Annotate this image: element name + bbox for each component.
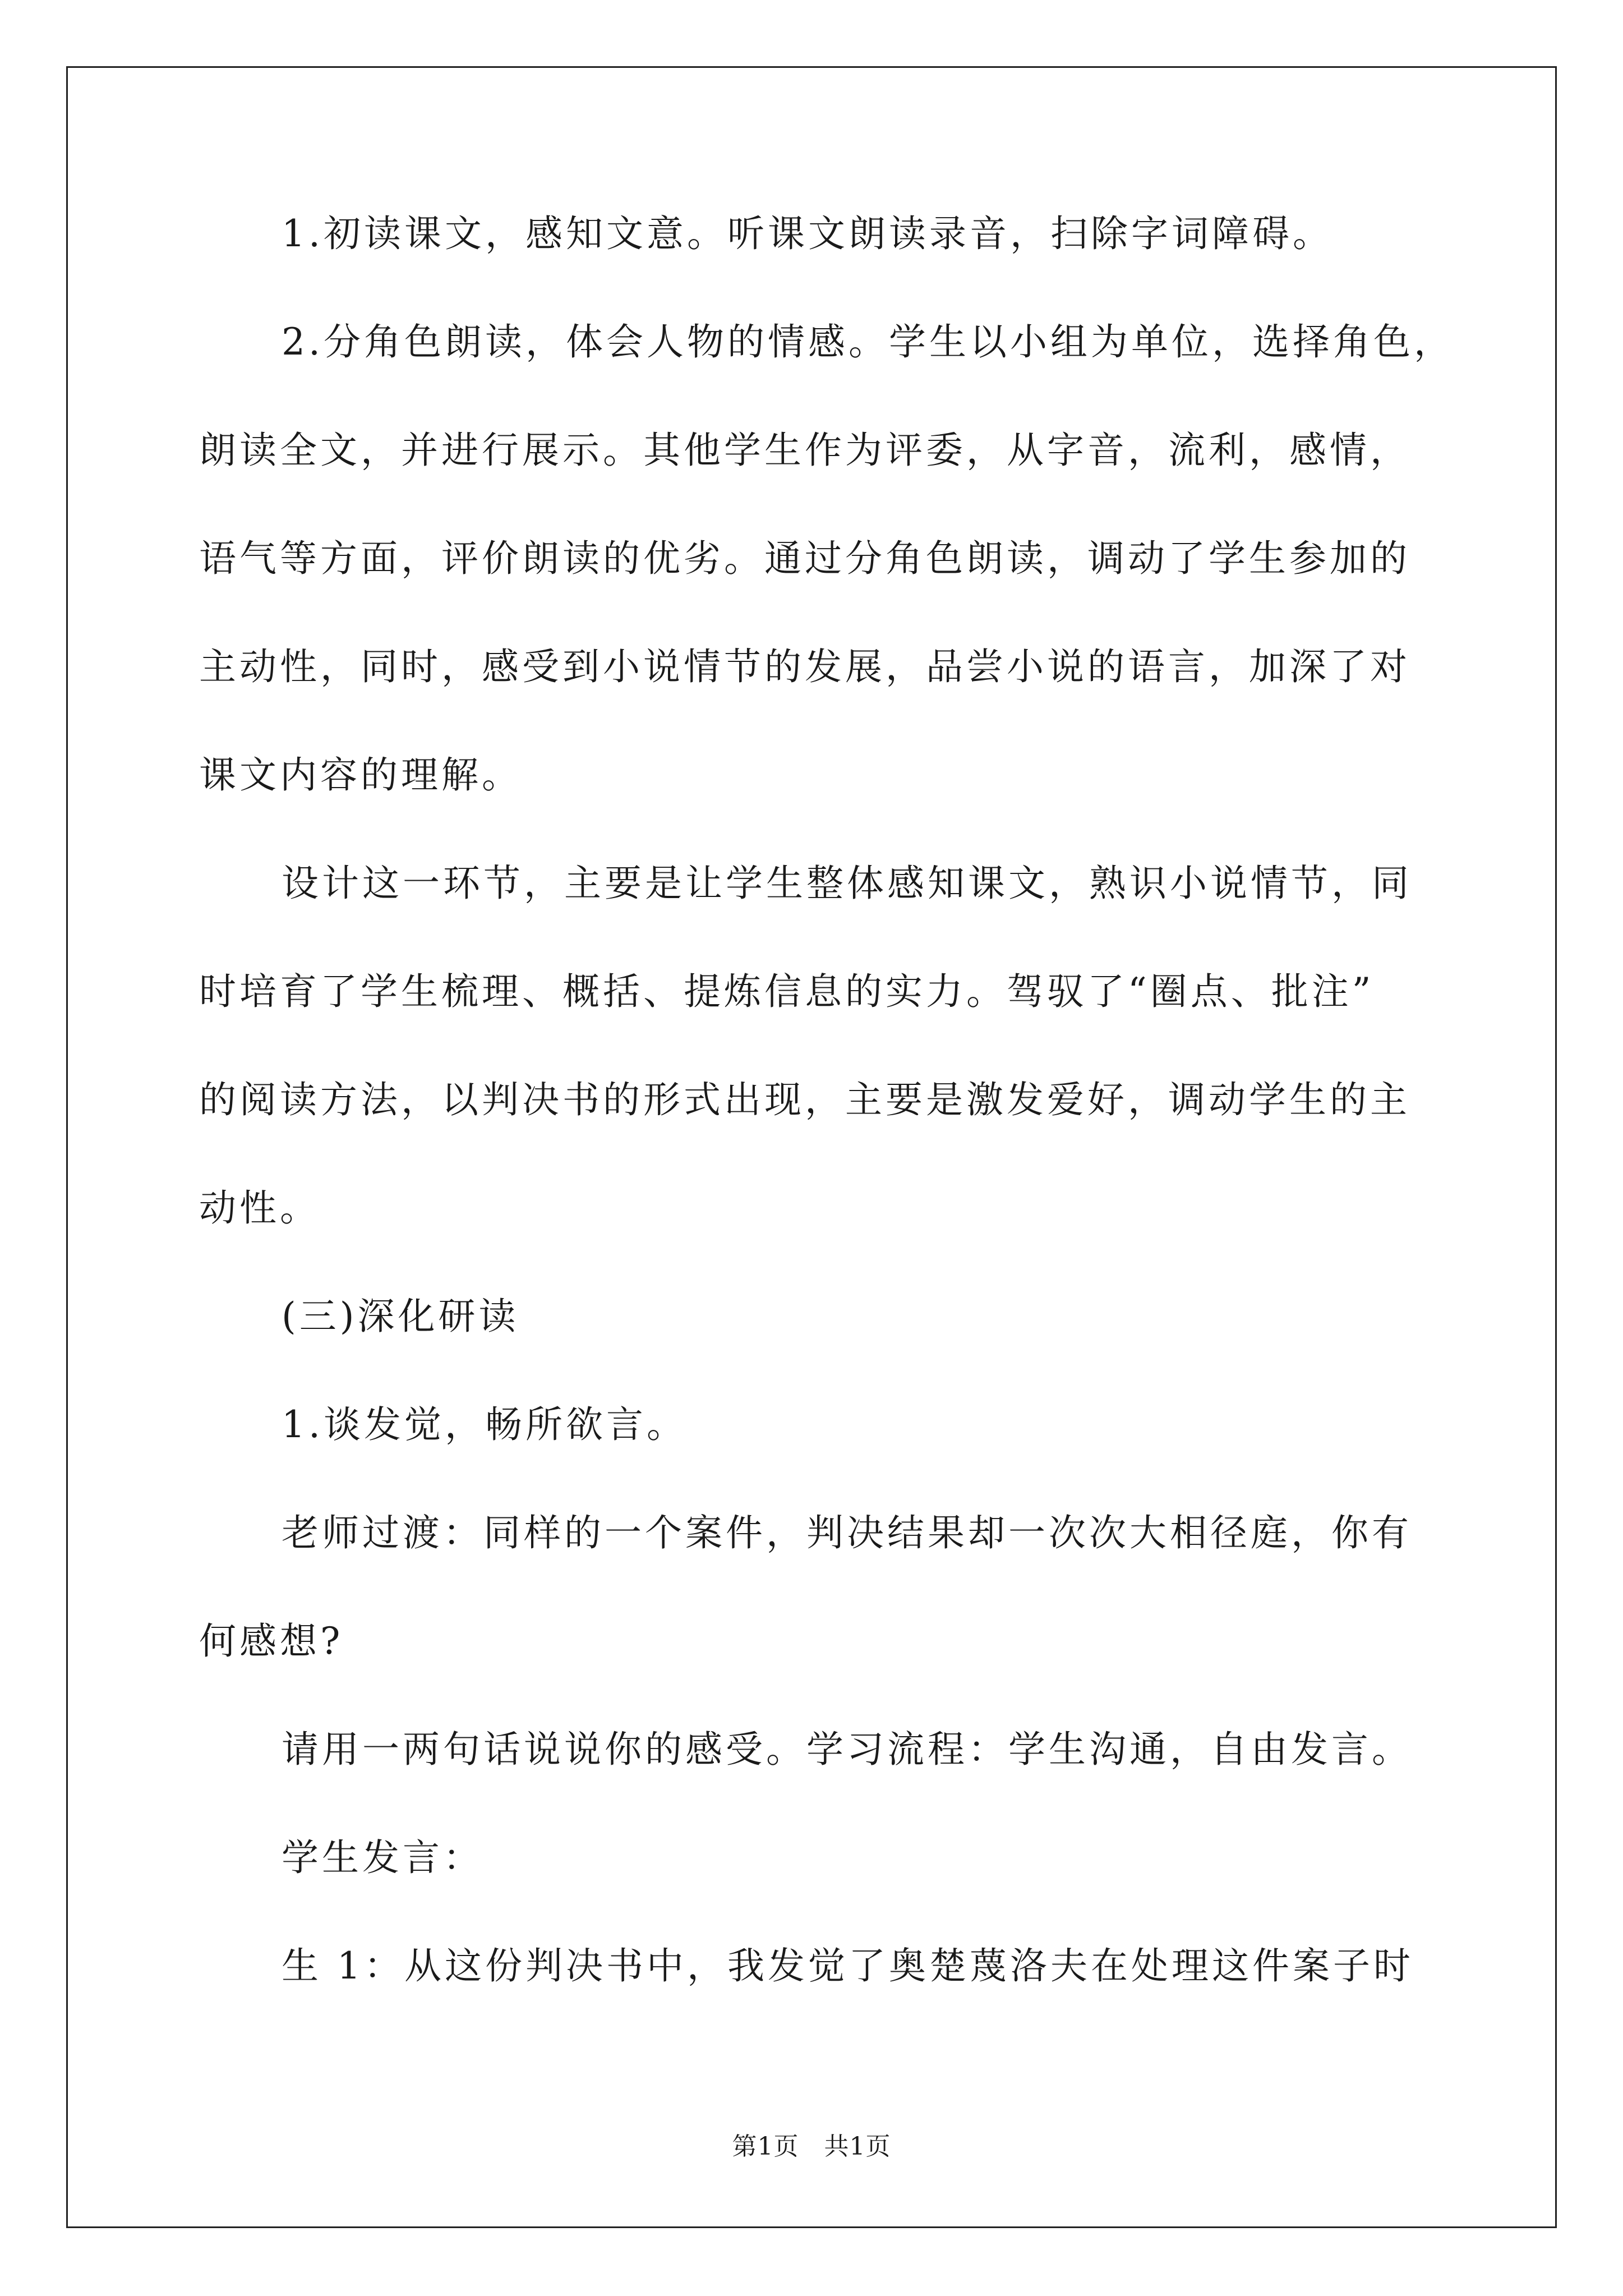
paragraph-line: 课文内容的理解。	[199, 753, 522, 797]
document-body	[199, 212, 1454, 2055]
paragraph-line: 2.分角色朗读，体会人物的情感。学生以小组为单位，选择角色，	[282, 320, 1454, 364]
paragraph-line: 语气等方面，评价朗读的优劣。通过分角色朗读，调动了学生参加的	[199, 537, 1410, 580]
paragraph-line: 设计这一环节，主要是让学生整体感知课文，熟识小说情节，同	[282, 862, 1412, 905]
paragraph-line: 1.谈发觉，畅所欲言。	[282, 1403, 687, 1446]
paragraph-line: 学生发言：	[282, 1836, 483, 1879]
paragraph-line: 主动性，同时，感受到小说情节的发展，品尝小说的语言，加深了对	[199, 645, 1410, 688]
paragraph-line: 老师过渡：同样的一个案件，判决结果却一次次大相径庭，你有	[282, 1511, 1412, 1554]
paragraph-line: 时培育了学生梳理、概括、提炼信息的实力。驾驭了“圈点、批注”	[199, 970, 1375, 1013]
paragraph-line: 生 1：从这份判决书中，我发觉了奥楚蔑洛夫在处理这件案子时	[282, 1944, 1414, 1987]
paragraph-line: 1.初读课文，感知文意。听课文朗读录音，扫除字词障碍。	[282, 212, 1333, 255]
page-footer: 第1页 共1页	[732, 2132, 891, 2161]
paragraph-line: 动性。	[199, 1186, 320, 1230]
paragraph-line: 请用一两句话说说你的感受。学习流程：学生沟通，自由发言。	[282, 1728, 1412, 1771]
section-heading: (三)深化研读	[282, 1295, 519, 1338]
paragraph-line: 的阅读方法，以判决书的形式出现，主要是激发爱好，调动学生的主	[199, 1078, 1410, 1121]
paragraph-line: 朗读全文，并进行展示。其他学生作为评委，从字音，流利，感情，	[199, 429, 1410, 472]
paragraph-line: 何感想?	[199, 1619, 344, 1663]
